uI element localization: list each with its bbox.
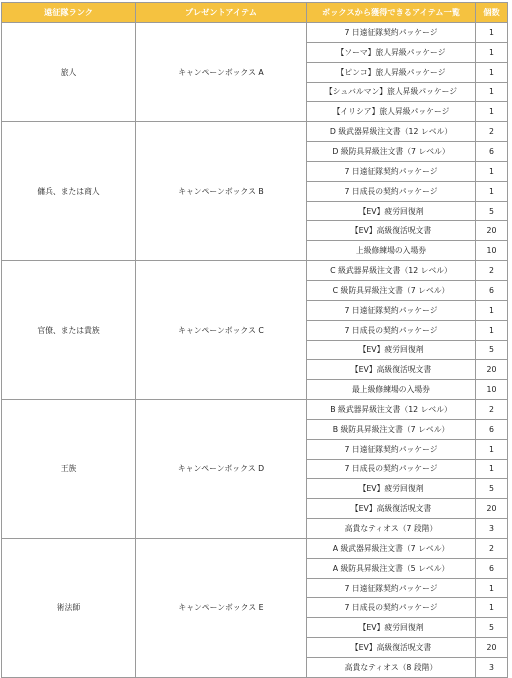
rank-cell: 傭兵、または商人 (2, 122, 136, 261)
item-name-cell: 高貴なティオス（7 段階） (307, 519, 476, 539)
item-count-cell: 1 (476, 578, 508, 598)
item-count-cell: 6 (476, 142, 508, 162)
item-count-cell: 2 (476, 400, 508, 420)
item-count-cell: 2 (476, 122, 508, 142)
reward-table (1, 2, 508, 678)
item-name-cell: 7 日遠征隊契約パッケージ (307, 161, 476, 181)
header-box: プレゼントアイテム (136, 3, 307, 23)
item-count-cell: 1 (476, 161, 508, 181)
item-count-cell: 6 (476, 558, 508, 578)
item-count-cell: 1 (476, 181, 508, 201)
item-name-cell: 【EV】高級復活呪文書 (307, 221, 476, 241)
item-name-cell: 【EV】高級復活呪文書 (307, 638, 476, 658)
table-row (2, 23, 508, 43)
item-count-cell: 5 (476, 201, 508, 221)
item-name-cell: 【EV】疲労回復剤 (307, 479, 476, 499)
table-body (2, 23, 508, 678)
present-box-cell: キャンペーンボックス B (136, 122, 307, 261)
item-name-cell: D 級防具昇級注文書（7 レベル） (307, 142, 476, 162)
item-count-cell: 1 (476, 439, 508, 459)
item-count-cell: 3 (476, 658, 508, 678)
item-name-cell: 【EV】疲労回復剤 (307, 618, 476, 638)
item-name-cell: 【ソーマ】旅人昇級パッケージ (307, 42, 476, 62)
item-count-cell: 20 (476, 638, 508, 658)
item-count-cell: 20 (476, 221, 508, 241)
rank-cell: 旅人 (2, 23, 136, 122)
item-count-cell: 3 (476, 519, 508, 539)
header-row (2, 3, 508, 23)
item-name-cell: 7 日成長の契約パッケージ (307, 181, 476, 201)
table-row (2, 538, 508, 558)
item-count-cell: 2 (476, 261, 508, 281)
item-name-cell: 7 日遠征隊契約パッケージ (307, 578, 476, 598)
item-count-cell: 10 (476, 380, 508, 400)
item-name-cell: 【EV】高級復活呪文書 (307, 499, 476, 519)
item-count-cell: 2 (476, 538, 508, 558)
rank-cell: 王族 (2, 400, 136, 539)
item-name-cell: 7 日遠征隊契約パッケージ (307, 439, 476, 459)
item-count-cell: 20 (476, 360, 508, 380)
present-box-cell: キャンペーンボックス E (136, 538, 307, 677)
table-row (2, 400, 508, 420)
item-count-cell: 6 (476, 419, 508, 439)
item-count-cell: 6 (476, 280, 508, 300)
rank-cell: 術法師 (2, 538, 136, 677)
item-name-cell: 7 日成長の契約パッケージ (307, 459, 476, 479)
item-name-cell: 【EV】疲労回復剤 (307, 340, 476, 360)
item-count-cell: 1 (476, 42, 508, 62)
item-count-cell: 1 (476, 300, 508, 320)
item-count-cell: 1 (476, 459, 508, 479)
item-count-cell: 1 (476, 598, 508, 618)
item-name-cell: 【イリシア】旅人昇級パッケージ (307, 102, 476, 122)
item-count-cell: 20 (476, 499, 508, 519)
item-name-cell: 7 日成長の契約パッケージ (307, 320, 476, 340)
item-name-cell: 7 日成長の契約パッケージ (307, 598, 476, 618)
item-count-cell: 1 (476, 82, 508, 102)
item-count-cell: 5 (476, 618, 508, 638)
item-name-cell: B 級武器昇級注文書（12 レベル） (307, 400, 476, 420)
item-name-cell: 最上級修練場の入場券 (307, 380, 476, 400)
item-count-cell: 1 (476, 23, 508, 43)
table-row (2, 261, 508, 281)
header-rank: 遠征隊ランク (2, 3, 136, 23)
item-name-cell: C 級防具昇級注文書（7 レベル） (307, 280, 476, 300)
item-name-cell: 【EV】疲労回復剤 (307, 201, 476, 221)
present-box-cell: キャンペーンボックス A (136, 23, 307, 122)
item-name-cell: 【ピンコ】旅人昇級パッケージ (307, 62, 476, 82)
item-name-cell: 7 日遠征隊契約パッケージ (307, 23, 476, 43)
item-name-cell: B 級防具昇級注文書（7 レベル） (307, 419, 476, 439)
rank-cell: 官僚、または貴族 (2, 261, 136, 400)
item-name-cell: C 級武器昇級注文書（12 レベル） (307, 261, 476, 281)
item-name-cell: 7 日遠征隊契約パッケージ (307, 300, 476, 320)
item-count-cell: 5 (476, 479, 508, 499)
header-count: 個数 (476, 3, 508, 23)
item-count-cell: 10 (476, 241, 508, 261)
item-count-cell: 1 (476, 62, 508, 82)
item-count-cell: 1 (476, 102, 508, 122)
item-name-cell: 高貴なティオス（8 段階） (307, 658, 476, 678)
item-name-cell: 【シュバルマン】旅人昇級パッケージ (307, 82, 476, 102)
item-count-cell: 1 (476, 320, 508, 340)
item-count-cell: 5 (476, 340, 508, 360)
table-row (2, 122, 508, 142)
item-name-cell: A 級防具昇級注文書（5 レベル） (307, 558, 476, 578)
item-name-cell: D 級武器昇級注文書（12 レベル） (307, 122, 476, 142)
item-name-cell: 【EV】高級復活呪文書 (307, 360, 476, 380)
item-name-cell: 上級修練場の入場券 (307, 241, 476, 261)
present-box-cell: キャンペーンボックス D (136, 400, 307, 539)
present-box-cell: キャンペーンボックス C (136, 261, 307, 400)
header-items: ボックスから獲得できるアイテム一覧 (307, 3, 476, 23)
item-name-cell: A 級武器昇級注文書（7 レベル） (307, 538, 476, 558)
